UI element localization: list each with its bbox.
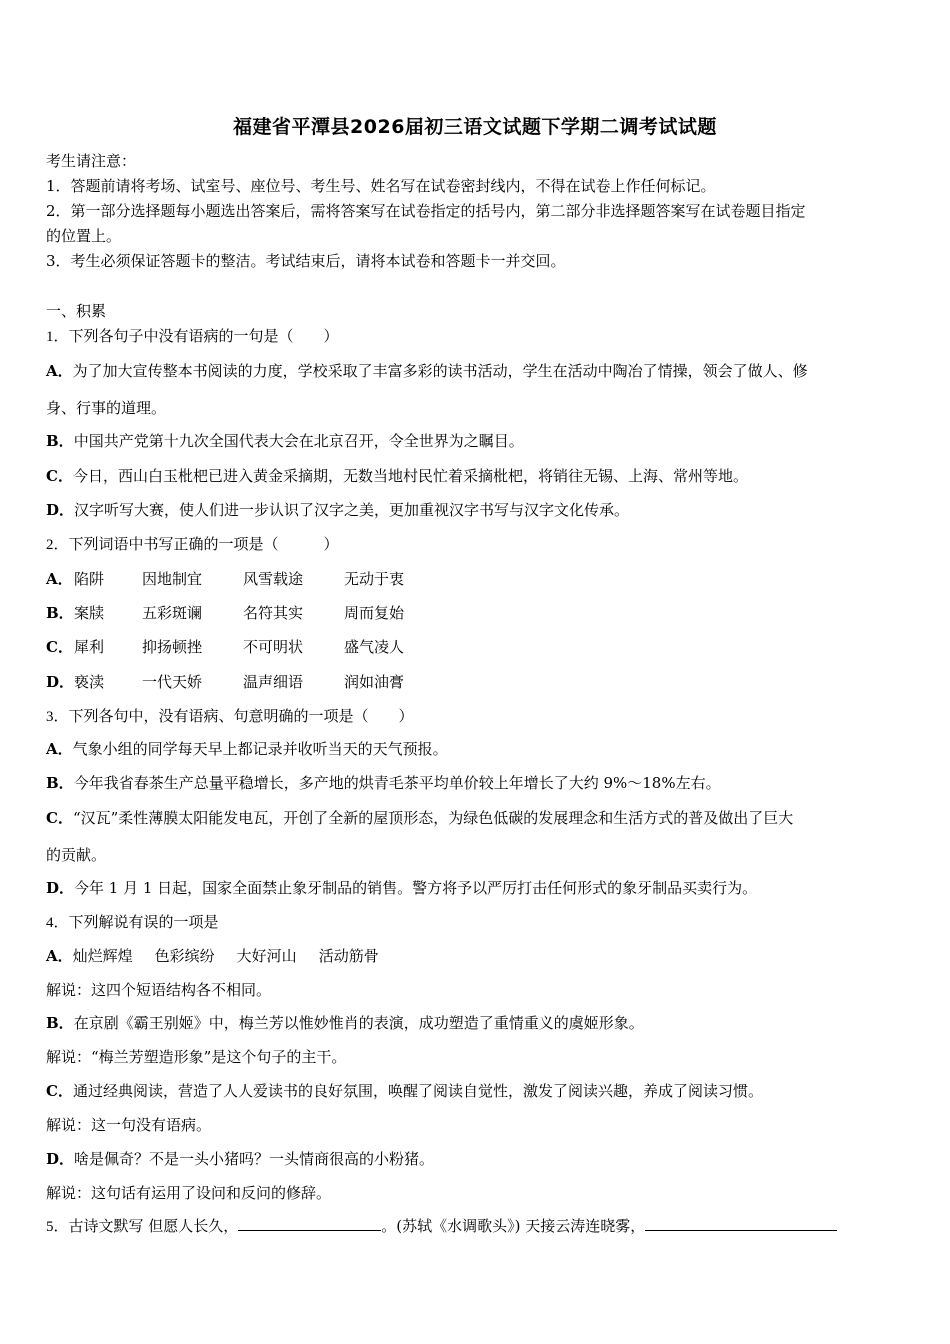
q3-option-c <box>46 807 904 829</box>
q1-option-b <box>46 430 904 452</box>
q3-option-b <box>46 772 904 794</box>
q2-option-a <box>46 568 904 590</box>
q3-option-a <box>46 738 904 760</box>
q2-option-d-label: D． <box>46 673 75 691</box>
q1-option-d <box>46 499 904 521</box>
notice-item-3: 3．考生必须保证答题卡的整洁。考试结束后，请将本试卷和答题卡一并交回。 <box>46 252 566 270</box>
q5-text-1: 古诗文默写 但愿人长久， <box>68 1217 239 1235</box>
q4-option-b-label: B． <box>46 1014 74 1032</box>
q2-option-c-word: 犀利 <box>74 638 105 656</box>
q4-option-d-label: D． <box>46 1150 75 1168</box>
q5-stem <box>46 1215 904 1238</box>
q2-option-c <box>46 636 904 658</box>
q2-option-b <box>46 602 904 624</box>
q4-option-a-word: 色彩缤纷 <box>154 947 215 965</box>
q5-text-2: 。(苏轼《水调歌头》) 天接云涛连晓雾， <box>381 1217 646 1235</box>
q3-option-a-text: 气象小组的同学每天早上都记录并收听当天的天气预报。 <box>72 740 448 758</box>
q3-option-d <box>46 877 904 899</box>
q4-option-c-text: 通过经典阅读，营造了人人爱读书的良好氛围，唤醒了阅读自觉性，激发了阅读兴趣，养成了阅读习惯。 <box>72 1082 763 1100</box>
q2-option-a-word: 陷阱 <box>74 570 105 588</box>
q2-option-b-word: 名符其实 <box>243 604 304 622</box>
q2-option-d-word: 温声细语 <box>243 673 304 691</box>
q2-option-c-word: 不可明状 <box>243 638 304 656</box>
q1-option-a <box>46 360 904 382</box>
q4-option-a-word: 灿烂辉煌 <box>72 947 133 965</box>
q4-option-d-note: 解说：这句话有运用了设问和反问的修辞。 <box>46 1184 332 1202</box>
notice-item-1: 1．答题前请将考场、试室号、座位号、考生号、姓名写在试卷密封线内，不得在试卷上作任何标记。 <box>46 177 716 195</box>
q4-option-b-text: 在京剧《霸王别姬》中，梅兰芳以惟妙惟肖的表演，成功塑造了重情重义的虞姬形象。 <box>73 1014 644 1032</box>
q4-option-d-text: 啥是佩奇？不是一头小猪吗？一头情商很高的小粉猪。 <box>74 1150 435 1168</box>
section-heading: 一、积累 <box>46 302 107 320</box>
q4-option-a-word: 活动筋骨 <box>318 947 379 965</box>
q4-stem-text: 下列解说有误的一项是 <box>68 913 219 931</box>
q3-option-a-label: A． <box>46 740 73 758</box>
q1-option-a-cont: 身、行事的道理。 <box>46 399 167 417</box>
q1-stem <box>46 325 904 348</box>
q4-option-a-label: A． <box>46 947 73 965</box>
q4-option-a-note: 解说：这四个短语结构各不相同。 <box>46 981 272 999</box>
q4-option-c <box>46 1080 904 1102</box>
q3-stem <box>46 705 904 728</box>
q1-option-d-text: 汉字听写大赛，使人们进一步认识了汉字之美，更加重视汉字书写与汉字文化传承。 <box>74 501 630 519</box>
q2-option-b-word: 周而复始 <box>344 604 405 622</box>
q2-option-b-label: B． <box>46 604 74 622</box>
q2-stem <box>46 533 904 556</box>
q3-option-b-label: B． <box>46 774 74 792</box>
q2-option-d-word: 一代天娇 <box>142 673 203 691</box>
notice-item-2: 2．第一部分选择题每小题选出答案后，需将答案写在试卷指定的括号内，第二部分非选择题答案写在试卷题目指定 <box>46 202 806 220</box>
q1-number: 1． <box>46 329 69 345</box>
page-title: 福建省平潭县2026届初三语文试题下学期二调考试试题 <box>233 116 717 138</box>
q4-option-a <box>46 945 904 967</box>
q2-stem-text: 下列词语中书写正确的一项是（ ） <box>68 535 339 553</box>
q3-option-c-text: “汉瓦”柔性薄膜太阳能发电瓦，开创了全新的屋顶形态，为绿色低碳的发展理念和生活方式的普及做出了巨大 <box>72 809 794 827</box>
q4-option-d <box>46 1148 904 1170</box>
q5-answer-blank-2[interactable] <box>645 1216 837 1231</box>
q1-option-c-text: 今日，西山白玉枇杷已进入黄金采摘期，无数当地村民忙着采摘枇杷，将销往无锡、上海、常州等地。 <box>72 467 748 485</box>
q2-option-a-word: 风雪载途 <box>243 570 304 588</box>
q3-option-c-label: C． <box>46 809 73 827</box>
q1-option-a-text: 为了加大宣传整本书阅读的力度，学校采取了丰富多彩的读书活动，学生在活动中陶冶了情操，领会了做人、修 <box>72 362 808 380</box>
q2-option-b-word: 案牍 <box>74 604 105 622</box>
q2-option-c-label: C． <box>46 638 73 656</box>
q1-option-c-label: C． <box>46 467 73 485</box>
q5-number: 5． <box>46 1219 69 1235</box>
q1-option-d-label: D． <box>46 501 75 519</box>
q5-answer-blank-1[interactable] <box>238 1216 381 1231</box>
q3-option-c-cont: 的贡献。 <box>46 846 107 864</box>
q4-option-b <box>46 1012 904 1034</box>
q4-stem <box>46 911 904 934</box>
q4-option-c-note: 解说：这一句没有语病。 <box>46 1116 212 1134</box>
q3-option-d-text: 今年 1 月 1 日起，国家全面禁止象牙制品的销售。警方将予以严厉打击任何形式的象牙制品买卖行为。 <box>74 879 758 897</box>
q2-option-a-word: 因地制宜 <box>142 570 203 588</box>
q4-option-c-label: C． <box>46 1082 73 1100</box>
q1-option-b-label: B． <box>46 432 74 450</box>
q2-option-b-word: 五彩斑谰 <box>142 604 203 622</box>
q2-option-a-word: 无动于衷 <box>344 570 405 588</box>
q2-number: 2． <box>46 537 69 553</box>
q2-option-d-word: 润如油膏 <box>344 673 405 691</box>
q2-option-a-label: A． <box>46 570 73 588</box>
q2-option-c-word: 盛气凌人 <box>344 638 405 656</box>
q2-option-d <box>46 671 904 693</box>
q2-option-c-word: 抑扬顿挫 <box>142 638 203 656</box>
q4-option-b-note: 解说：“梅兰芳塑造形象”是这个句子的主干。 <box>46 1048 347 1066</box>
q1-option-a-label: A． <box>46 362 73 380</box>
q1-option-c <box>46 465 904 487</box>
q3-option-d-label: D． <box>46 879 75 897</box>
q1-stem-text: 下列各句子中没有语病的一句是（ ） <box>68 327 339 345</box>
q1-option-b-text: 中国共产党第十九次全国代表大会在北京召开，令全世界为之瞩目。 <box>73 432 524 450</box>
q4-option-a-word: 大好河山 <box>236 947 297 965</box>
q3-stem-text: 下列各句中，没有语病、句意明确的一项是（ ） <box>68 707 414 725</box>
notice-item-2-cont: 的位置上。 <box>46 227 122 245</box>
q3-number: 3． <box>46 709 69 725</box>
q3-option-b-text: 今年我省春茶生产总量平稳增长，多产地的烘青毛茶平均单价较上年增长了大约 9%～18%左右。 <box>73 774 721 792</box>
q4-number: 4． <box>46 915 69 931</box>
notice-heading: 考生请注意： <box>46 152 137 170</box>
q2-option-d-word: 亵渎 <box>74 673 105 691</box>
